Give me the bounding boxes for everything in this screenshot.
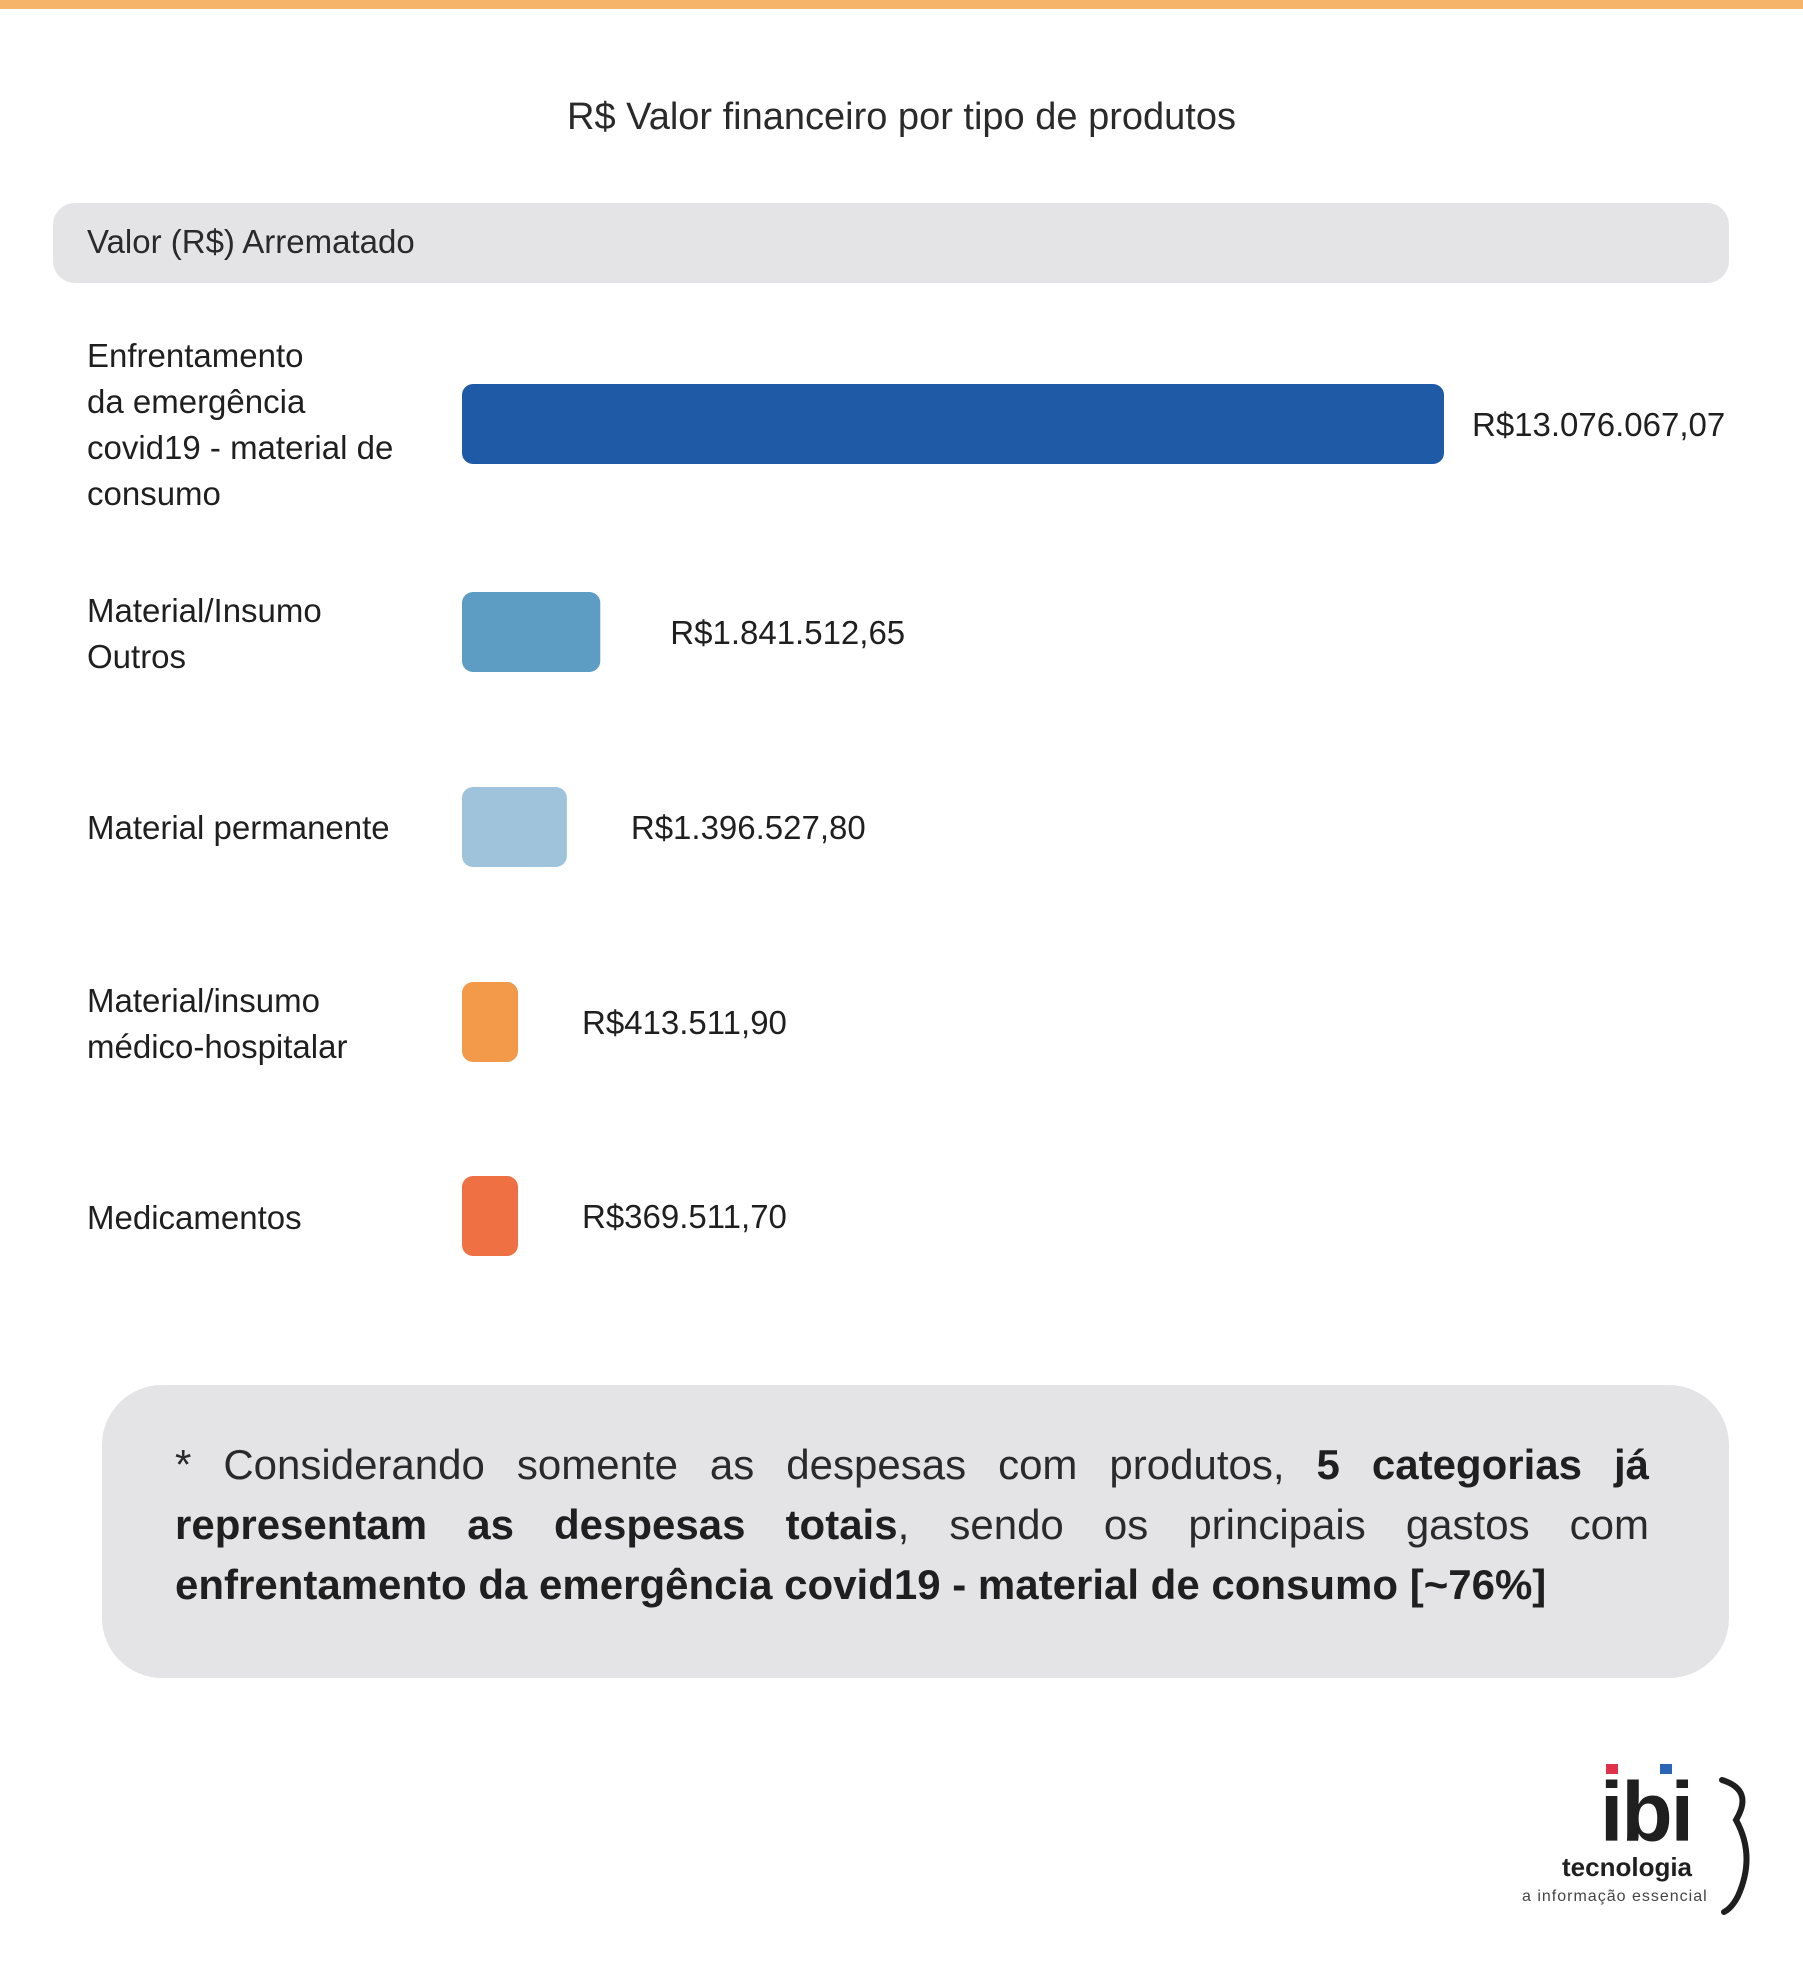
- category-label-1-line: covid19 - material de: [87, 429, 394, 466]
- note-prefix: * Considerando somente as despesas com produtos,: [175, 1441, 1317, 1488]
- category-label-1-line: consumo: [87, 475, 221, 512]
- category-label-4-line: médico-hospitalar: [87, 1028, 348, 1065]
- bar-value-label-2: R$1.841.512,65: [670, 614, 906, 651]
- ibi-logo: [1500, 1765, 1760, 1920]
- category-label-1: [87, 333, 417, 517]
- category-label-4: [87, 978, 417, 1070]
- category-label-2-line: Material/Insumo: [87, 592, 322, 629]
- category-label-1-line: da emergência: [87, 383, 306, 420]
- logo-subtitle: tecnologia: [1562, 1852, 1693, 1882]
- chart-title: R$ Valor financeiro por tipo de produtos: [567, 96, 1236, 138]
- series-header-label: Valor (R$) Arrematado: [87, 223, 415, 260]
- bar-4: [462, 982, 518, 1062]
- note-panel: [102, 1385, 1729, 1678]
- bar-value-label-1: R$13.076.067,07: [1472, 406, 1726, 443]
- bar-value-label-3: R$1.396.527,80: [630, 809, 866, 846]
- category-label-2: [87, 588, 417, 680]
- note-middle: , sendo os principais gastos com: [897, 1501, 1650, 1548]
- note-bold-categories: 5 categorias já representam as despesas totais: [175, 1441, 1649, 1548]
- logo-tagline: a informação essencial: [1522, 1888, 1708, 1905]
- series-header-panel: [53, 203, 1729, 283]
- bar-1: [462, 384, 1444, 464]
- top-accent-bar: [0, 0, 1803, 9]
- bar-2: [462, 592, 600, 672]
- bar-value-label-5: R$369.511,70: [582, 1198, 787, 1235]
- note-text: [175, 1435, 1649, 1615]
- category-label-5: [87, 1195, 417, 1241]
- bar-3: [462, 787, 567, 867]
- bar-value-label-4: R$413.511,90: [582, 1004, 787, 1041]
- category-label-4-line: Material/insumo: [87, 982, 320, 1019]
- note-bold-main-expense: enfrentamento da emergência covid19 - material de consumo [~76%]: [175, 1561, 1547, 1608]
- logo-swirl-icon: [1718, 1776, 1758, 1916]
- category-label-3: [87, 805, 417, 851]
- bar-5: [462, 1176, 518, 1256]
- category-label-3-line: Material permanente: [87, 809, 390, 846]
- category-label-5-line: Medicamentos: [87, 1199, 302, 1236]
- category-label-1-line: Enfrentamento: [87, 337, 304, 374]
- logo-wordmark: ibi: [1600, 1765, 1692, 1859]
- category-label-2-line: Outros: [87, 638, 187, 675]
